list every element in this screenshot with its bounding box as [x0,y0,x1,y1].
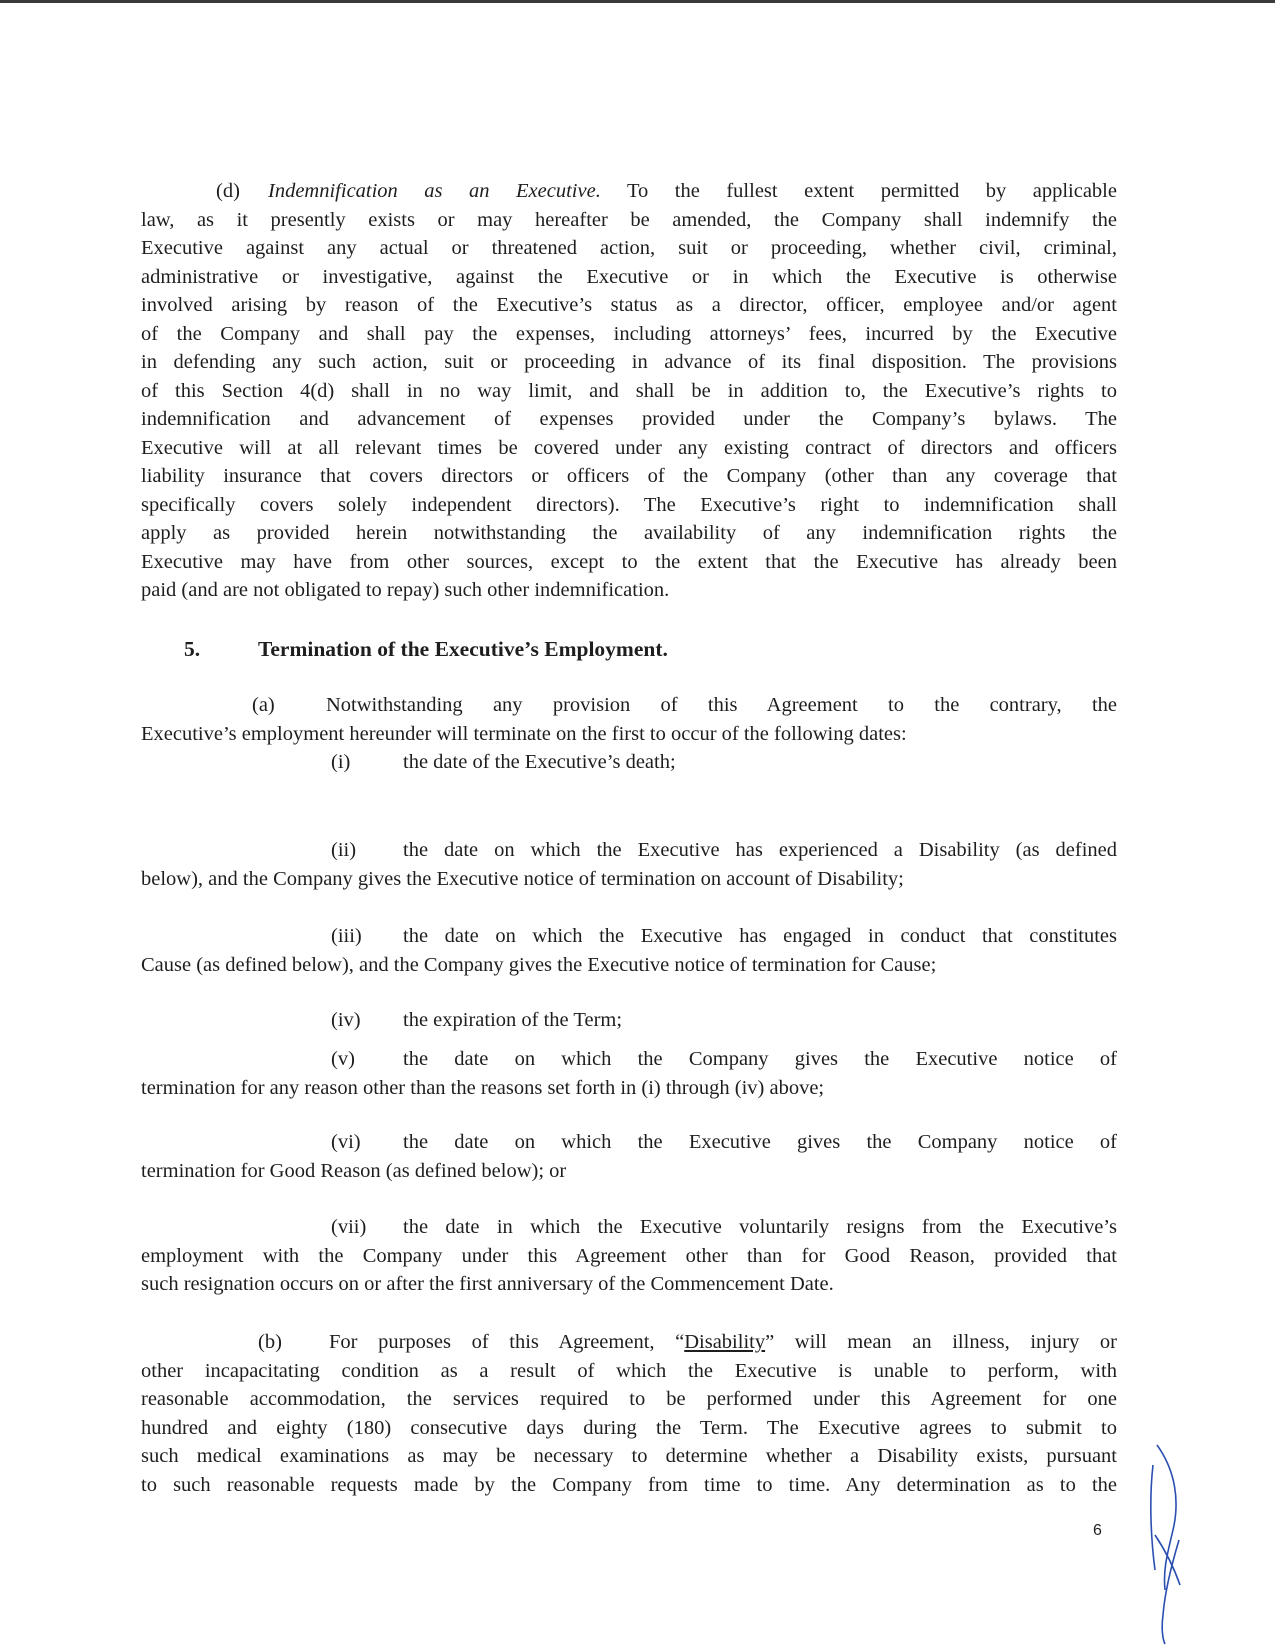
list-item-label: (iv) [331,1009,361,1031]
list-item-text: the date on which the Executive has engaged in conduct that constitutes [403,925,1117,947]
paragraph-title: Indemnification as an Executive. [268,180,601,202]
text-line: Notwithstanding any provision of this Agreement to the contrary, the [326,694,1117,716]
text-line: of the Company and shall pay the expenses, including attorneys’ fees, incurred by the Executive [141,322,1117,345]
text-line: termination for any reason other than the reasons set forth in (i) through (iv) above; [141,1076,825,1099]
text-line: such resignation occurs on or after the first anniversary of the Commencement Date. [141,1273,834,1295]
scan-top-border [0,0,1275,3]
text-line: such medical examinations as may be necessary to determine whether a Disability exists, pursuant [141,1445,1117,1467]
text-line: law, as it presently exists or may hereafter be amended, the Company shall indemnify the [141,208,1117,231]
text-line: Executive against any actual or threatened action, suit or proceeding, whether civil, criminal, [141,237,1117,259]
text-line: administrative or investigative, against the Executive or in which the Executive is otherwise [141,265,1117,288]
text-line: Executive may have from other sources, except to the extent that the Executive has already been [141,550,1117,573]
defined-term: Disability [684,1331,766,1353]
text-line: termination for Good Reason (as defined below); or [141,1159,567,1182]
signature-initials [1135,1440,1205,1645]
list-item-text: the expiration of the Term; [403,1009,623,1031]
text-line: of this Section 4(d) shall in no way limit, and shall be in addition to, the Executive’s rights to [141,379,1117,402]
list-item-text: the date on which the Executive has experienced a Disability (as defined [403,839,1117,861]
text-line: paid (and are not obligated to repay) such other indemnification. [141,579,670,601]
text-line: below), and the Company gives the Executive notice of termination on account of Disability; [141,867,904,890]
text-run: For purposes of this Agreement, “ [329,1331,685,1353]
section-number: 5. [184,637,201,661]
text-line: indemnification and advancement of expenses provided under the Company’s bylaws. The [141,408,1117,430]
list-item-text: the date on which the Executive gives the Company notice of [403,1131,1117,1153]
text-line: liability insurance that covers directors or officers of the Company (other than any coverage that [141,465,1117,487]
list-item-text: the date in which the Executive voluntarily resigns from the Executive’s [403,1216,1117,1238]
list-item-label: (i) [331,751,351,773]
list-item-label: (vii) [331,1216,367,1238]
paragraph-label: (b) [258,1331,282,1353]
text-line: employment with the Company under this Agreement other than for Good Reason, provided that [141,1244,1117,1267]
text-line: apply as provided herein notwithstanding the availability of any indemnification rights the [141,522,1117,544]
list-item-text: the date on which the Company gives the Executive notice of [403,1048,1117,1070]
text-line: in defending any such action, suit or proceeding in advance of its final disposition. The provisions [141,351,1117,373]
text-run: ” will mean an illness, injury or [765,1331,1117,1353]
paragraph-label: (d) [216,180,240,202]
text-line: Executive’s employment hereunder will terminate on the first to occur of the following dates: [141,722,907,745]
text-line [268,177,1117,205]
text-line: involved arising by reason of the Executive’s status as a director, officer, employee and/or agent [141,294,1117,316]
list-item-label: (vi) [331,1131,361,1153]
text-run: To the fullest extent permitted by applicable [626,180,1117,202]
list-item-text: the date of the Executive’s death; [403,751,676,773]
text-line: hundred and eighty (180) consecutive days during the Term. The Executive agrees to submit to [141,1416,1117,1439]
text-line: Executive will at all relevant times be covered under any existing contract of directors and officers [141,436,1117,459]
page-number: 6 [1093,1522,1102,1539]
text-line [329,1328,1117,1356]
text-line: Cause (as defined below), and the Company gives the Executive notice of termination for Cause; [141,953,937,976]
paragraph-label: (a) [252,694,275,716]
text-line: specifically covers solely independent directors). The Executive’s right to indemnification shall [141,493,1117,516]
text-line: reasonable accommodation, the services required to be performed under this Agreement for one [141,1388,1117,1410]
section-heading: Termination of the Executive’s Employment. [258,637,668,661]
text-line: other incapacitating condition as a result of which the Executive is unable to perform, with [141,1359,1117,1382]
text-line: to such reasonable requests made by the Company from time to time. Any determination as to the [141,1473,1117,1496]
list-item-label: (v) [331,1048,355,1070]
list-item-label: (ii) [331,839,357,861]
list-item-label: (iii) [331,925,362,947]
